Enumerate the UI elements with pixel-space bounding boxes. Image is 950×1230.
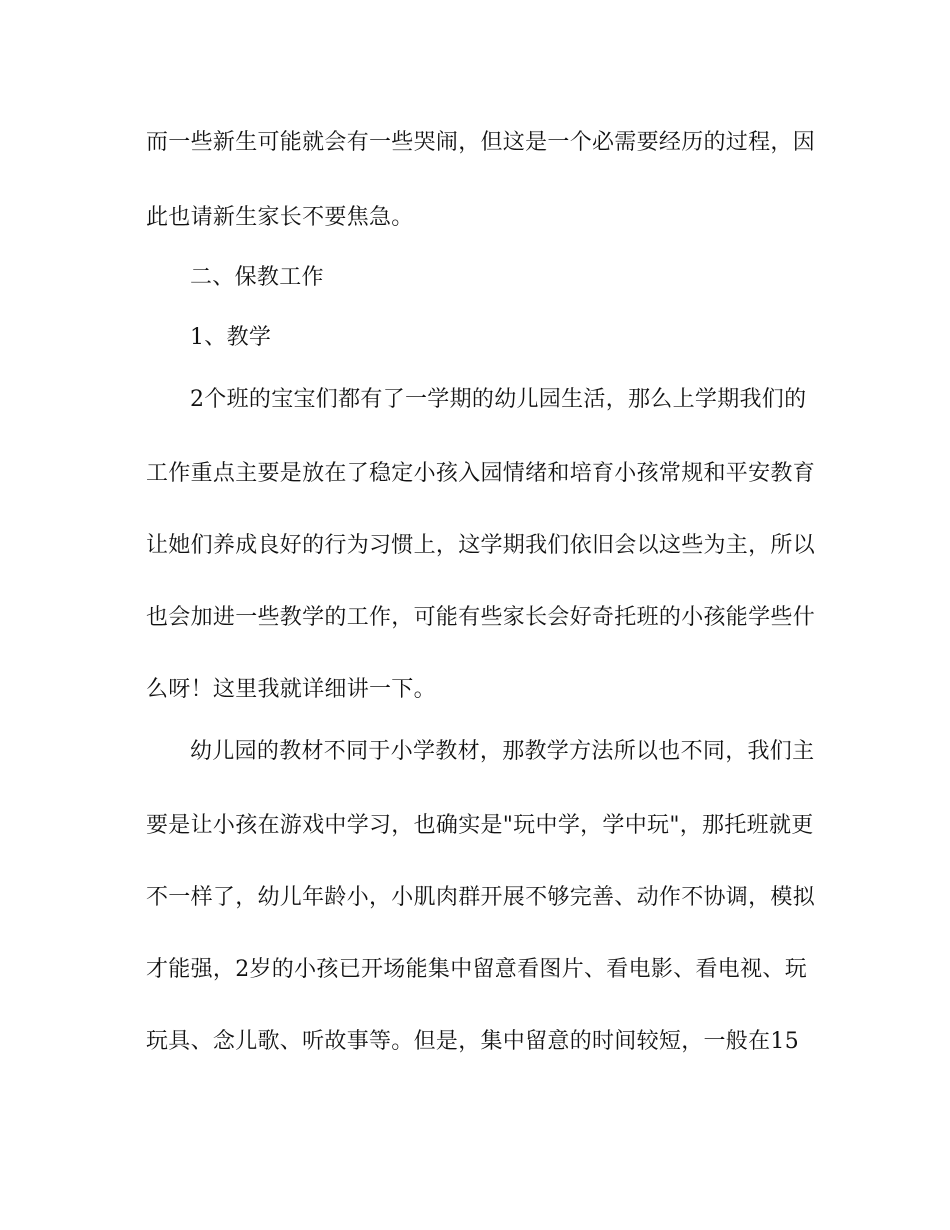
paragraph-line-2: 此也请新生家长不要焦急。: [146, 205, 414, 230]
paragraph-line-7: 让她们养成良好的行为习惯上，这学期我们依旧会以这些为主，所以: [146, 533, 816, 558]
section-heading: 二、保教工作: [190, 265, 324, 290]
paragraph-line-9: 么呀！这里我就详细讲一下。: [146, 677, 436, 702]
paragraph-line-14: 玩具、念儿歌、听故事等。但是，集中留意的时间较短，一般在15: [146, 1029, 799, 1054]
paragraph-line-8: 也会加进一些教学的工作，可能有些家长会好奇托班的小孩能学些什: [146, 605, 816, 630]
subsection-heading: 1、教学: [190, 325, 272, 350]
paragraph-line-11: 要是让小孩在游戏中学习，也确实是"玩中学，学中玩"，那托班就更: [146, 813, 814, 838]
paragraph-line-5: 2个班的宝宝们都有了一学期的幼儿园生活，那么上学期我们的: [190, 387, 807, 412]
paragraph-line-1: 而一些新生可能就会有一些哭闹，但这是一个必需要经历的过程，因: [146, 130, 816, 155]
paragraph-line-13: 才能强，2岁的小孩已开场能集中留意看图片、看电影、看电视、玩: [146, 957, 807, 982]
paragraph-line-10: 幼儿园的教材不同于小学教材，那教学方法所以也不同，我们主: [190, 739, 815, 764]
paragraph-line-12: 不一样了，幼儿年龄小，小肌肉群开展不够完善、动作不协调，模拟: [146, 885, 816, 910]
paragraph-line-6: 工作重点主要是放在了稳定小孩入园情绪和培育小孩常规和平安教育: [146, 461, 816, 486]
